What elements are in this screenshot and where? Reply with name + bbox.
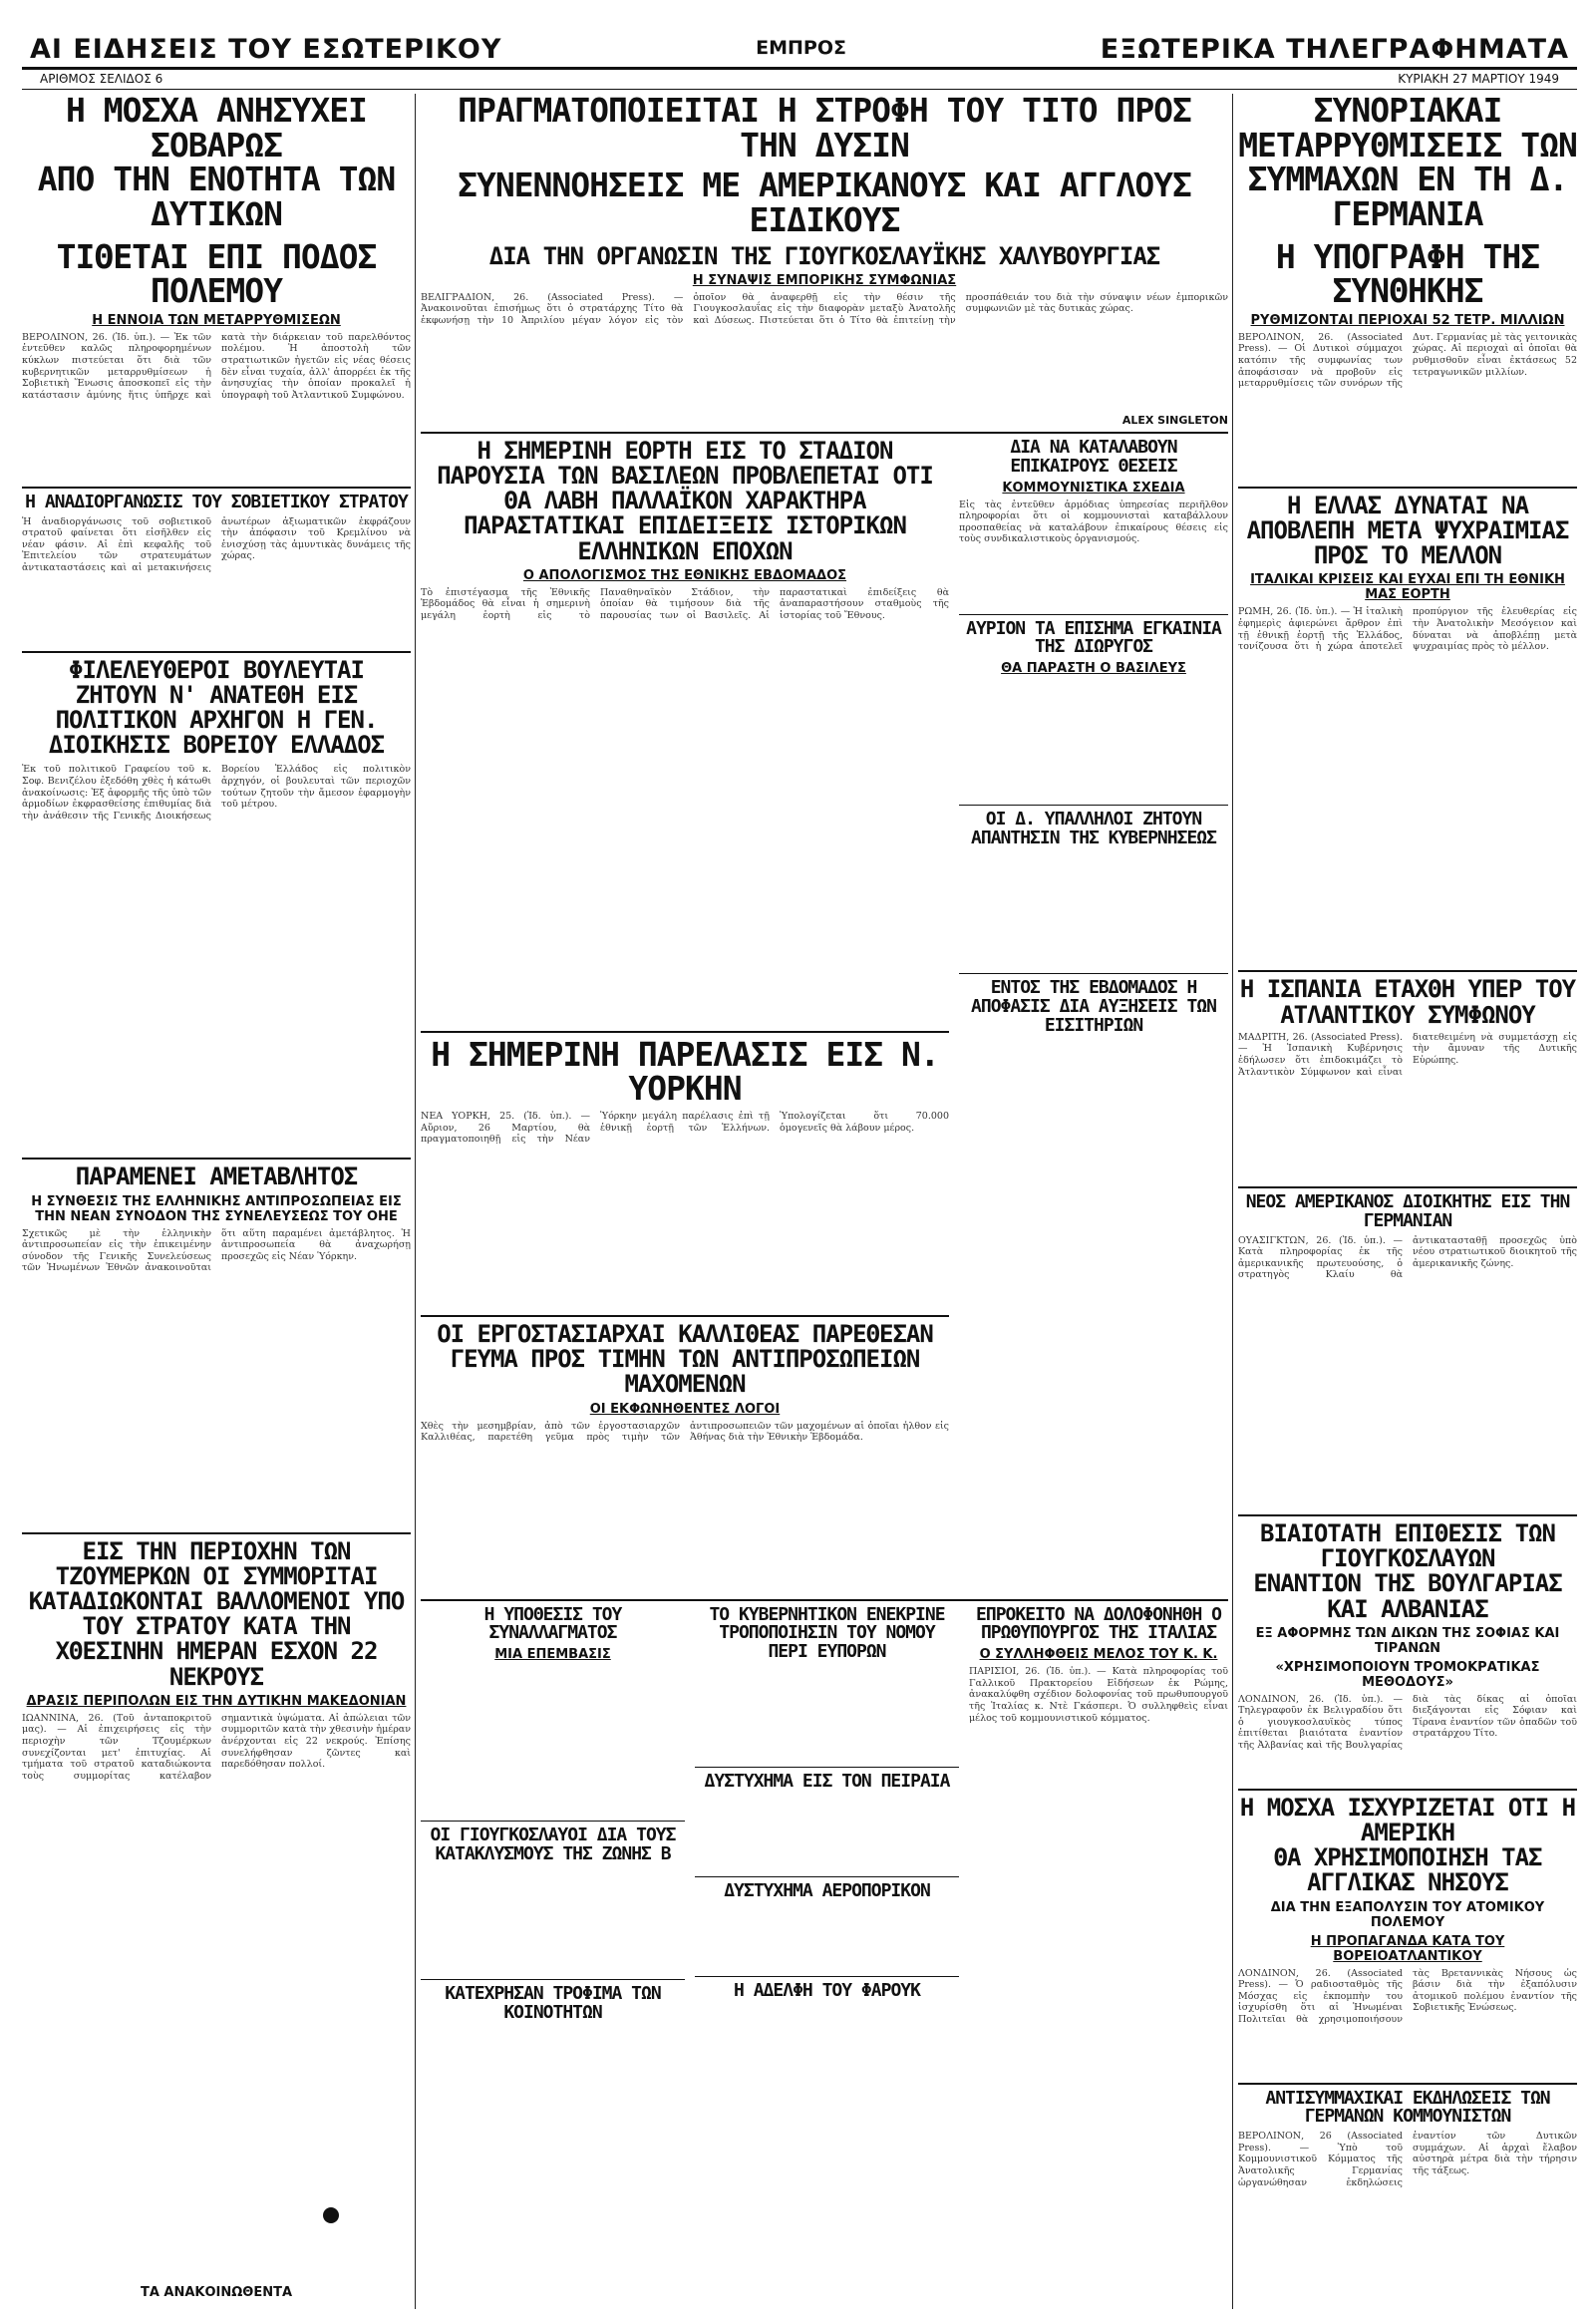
center-bottom-left: [421, 1603, 685, 2023]
divider: [959, 805, 1228, 806]
divider: [695, 1767, 959, 1768]
masthead-subline: [22, 70, 1577, 90]
headline: ΤΟ ΚΥΒΕΡΝΗΤΙΚΟΝ ΕΝΕΚΡΙΝΕ ΤΡΟΠΟΠΟΙΗΣΙΝ ΤΟΥ ΝΟΜΟΥ ΠΕΡΙ ΕΥΠΟΡΩΝ: [709, 1603, 945, 1663]
headline: Η ΕΛΛΑΣ ΔΥΝΑΤΑΙ ΝΑ ΑΠΟΒΛΕΠΗ ΜΕΤΑ ΨΥΧΡΑΙΜΙΑΣ ΠΡΟΣ ΤΟ ΜΕΛΛΟΝ: [1246, 491, 1569, 570]
article-new-us-governor: [1238, 1190, 1577, 1375]
center-bottom: [421, 1603, 1228, 2023]
article-communist-plans: [959, 436, 1228, 609]
article-greece-future: [1238, 491, 1577, 966]
article-body: ΛΟΝΔΙΝΟΝ, 26. (Ἰδ. ὑπ.). — Τηλεγραφοῦν ἐκ Βελιγραδίου ὅτι ὁ γιουγκοσλαυϊκὸς τύπος ἐπιτίθεται βιαιότατα ἐναντίον τῆς Ἀλβανίας καὶ τῆς Βουλγαρίας διὰ τὰς δίκας αἱ ὁποῖαι διεξάγονται εἰς Σόφιαν καὶ Τίρανα ἐναντίον τῶν ὀπαδῶν τοῦ στρατάρχου Τίτο.: [1238, 1693, 1577, 1752]
divider: [1238, 970, 1577, 972]
subheadline: ΚΟΜΜΟΥΝΙΣΤΙΚΑ ΣΧΕΔΙΑ: [1002, 480, 1185, 496]
subheadline: Η ΣΥΝΑΨΙΣ ΕΜΠΟΡΙΚΗΣ ΣΥΜΦΩΝΙΑΣ: [692, 272, 957, 288]
headline: ΔΥΣΤΥΧΗΜΑ ΕΙΣ ΤΟΝ ΠΕΙΡΑΙΑ: [704, 1771, 950, 1793]
divider: [959, 973, 1228, 974]
subheadline: Η ΠΡΟΠΑΓΑΝΔΑ ΚΑΤΑ ΤΟΥ ΒΟΡΕΙΟΑΤΛΑΝΤΙΚΟΥ: [1310, 1933, 1505, 1964]
subheadline: ΙΤΑΛΙΚΑΙ ΚΡΙΣΕΙΣ ΚΑΙ ΕΥΧΑΙ ΕΠΙ ΤΗ ΕΘΝΙΚΗ ΜΑΣ ΕΟΡΤΗ: [1250, 572, 1565, 603]
article-body: ΒΕΡΟΛΙΝΟΝ, 26 (Associated Press). — Ὑπὸ τοῦ Κομμουνιστικοῦ Κόμματος τῆς Ἀνατολικῆς Γερμανίας ὠργανώθησαν ἐκδηλώσεις ἐναντίον τῶν Δυτικῶν συμμάχων. Αἱ ἀρχαὶ ἔλαβον αὐστηρὰ μέτρα διὰ τὴν τήρησιν τῆς τάξεως.: [1238, 2131, 1577, 2188]
article-tito-west: [421, 94, 1228, 427]
subheadline: Ο ΑΠΟΛΟΓΙΣΜΟΣ ΤΗΣ ΕΘΝΙΚΗΣ ΕΒΔΟΜΑΔΟΣ: [522, 567, 847, 583]
newspaper-name: ΕΜΠΡΟΣ: [756, 37, 846, 59]
left-column: [22, 94, 411, 2309]
article-body: ΝΕΑ ΥΟΡΚΗ, 25. (Ἰδ. ὑπ.). — Αὔριον, 26 Μαρτίου, θὰ πραγματοποιηθῇ εἰς τὴν Νέαν Ὑόρκην μεγάλη παρέλασις ἐπὶ τῇ ἐθνικῇ ἑορτῇ τῶν Ἑλλήνων. Ὑπολογίζεται ὅτι 70.000 ὁμογενεῖς θὰ λάβουν μέρος.: [421, 1110, 949, 1146]
headline: Η ΑΔΕΛΦΗ ΤΟΥ ΦΑΡΟΥΚ: [734, 1979, 920, 2001]
subheadline: Η ΣΥΝΘΕΣΙΣ ΤΗΣ ΕΛΛΗΝΙΚΗΣ ΑΝΤΙΠΡΟΣΩΠΕΙΑΣ ΕΙΣ ΤΗΝ ΝΕΑΝ ΣΥΝΟΔΟΝ ΤΗΣ ΣΥΝΕΛΕΥΣΕΩΣ ΤΟΥ ΟΗΕ: [31, 1193, 402, 1224]
divider: [1238, 487, 1577, 489]
article-body: Ἐκ τοῦ πολιτικοῦ Γραφείου τοῦ κ. Σοφ. Βενιζέλου ἐξεδόθη χθὲς ἡ κάτωθι ἀνακοίνωσις: Ἐξ ἀφορμῆς τῆς ὑπὸ τῶν ἁρμοδίων ἐκφρασθείσης ἐπιθυμίας διὰ τὴν ἀνάθεσιν τῆς Γενικῆς Διοικήσεως Βορείου Ἑλλάδος εἰς πολιτικὸν ἀρχηγόν, οἱ βουλευταὶ τῶν περιοχῶν τούτων ζητοῦν τὴν ἄμεσον ἐφαρμογὴν τοῦ μέτρου.: [22, 764, 411, 822]
headline: ΠΡΑΓΜΑΤΟΠΟΙΕΙΤΑΙ Η ΣΤΡΟΦΗ ΤΟΥ ΤΙΤΟ ΠΡΟΣ ΤΗΝ ΔΥΣΙΝ: [458, 94, 1191, 165]
article-body: ΜΑΔΡΙΤΗ, 26. (Associated Press). — Ἡ Ἰσπανικὴ Κυβέρνησις ἐδήλωσεν ὅτι ἐπιδοκιμάζει τὸ Ἀτλαντικὸν Σύμφωνον καὶ εἶναι διατεθειμένη νὰ συμμετάσχῃ εἰς τὴν ἄμυναν τῆς Δυτικῆς Εὐρώπης.: [1238, 1031, 1577, 1078]
center-bottom-mid: [695, 1603, 959, 2023]
headline: ΚΑΤΕΧΡΗΣΑΝ ΤΡΟΦΙΜΑ ΤΩΝ ΚΟΙΝΟΤΗΤΩΝ: [445, 1983, 661, 2023]
columns: [22, 94, 1577, 2309]
masthead: [22, 18, 1577, 70]
article-body: ΡΩΜΗ, 26. (Ἰδ. ὑπ.). — Ἡ ἰταλικὴ ἐφημερὶς ἀφιερώνει ἄρθρον ἐπὶ τῇ ἐθνικῇ ἑορτῇ τῆς Ἑλλάδος, τονίζουσα ὅτι ἡ χώρα ἀποτελεῖ προπύργιον τῆς ἐλευθερίας εἰς τὴν Ἀνατολικὴν Μεσόγειον καὶ δύναται νὰ ἀποβλέπῃ μετὰ ψυχραιμίας πρὸς τὸ μέλλον.: [1238, 606, 1577, 653]
subheadline: ΘΑ ΠΑΡΑΣΤΗ Ο ΒΑΣΙΛΕΥΣ: [1001, 661, 1186, 677]
subheadline: Η ΕΝΝΟΙΑ ΤΩΝ ΜΕΤΑΡΡΥΘΜΙΣΕΩΝ: [92, 312, 341, 328]
article-soviet-army: [22, 491, 411, 646]
column-divider: [415, 94, 416, 2309]
subheadline: ΡΥΘΜΙΖΟΝΤΑΙ ΠΕΡΙΟΧΑΙ 52 ΤΕΤΡ. ΜΙΛΛΙΩΝ: [1250, 312, 1565, 328]
headline: ΕΙΣ ΤΗΝ ΠΕΡΙΟΧΗΝ ΤΩΝ ΤΖΟΥΜΕΡΚΩΝ ΟΙ ΣΥΜΜΟΡΙΤΑΙ ΚΑΤΑΔΙΩΚΟΝΤΑΙ ΒΑΛΛΟΜΕΝΟΙ ΥΠΟ ΤΟΥ ΣΤΡΑΤΟΥ ΚΑΤΑ ΤΗΝ ΧΘΕΣΙΝΗΝ ΗΜΕΡΑΝ ΕΣΧΟΝ 22 ΝΕΚΡΟΥΣ: [28, 1536, 405, 1691]
section-title-domestic: ΑΙ ΕΙΔΗΣΕΙΣ ΤΟΥ ΕΣΩΤΕΡΙΚΟΥ: [30, 34, 502, 65]
headline: Η ΜΟΣΧΑ ΙΣΧΥΡΙΖΕΤΑΙ ΟΤΙ Η ΑΜΕΡΙΚΗ: [1239, 1793, 1576, 1846]
headline: ΟΙ Δ. ΥΠΑΛΛΗΛΟΙ ΖΗΤΟΥΝ ΑΠΑΝΤΗΣΙΝ ΤΗΣ ΚΥΒΕΡΝΗΣΕΩΣ: [971, 809, 1216, 849]
page-number: ΑΡΙΘΜΟΣ ΣΕΛΙΔΟΣ 6: [40, 72, 163, 86]
divider: [421, 432, 1228, 434]
subheadline: ΔΡΑΣΙΣ ΠΕΡΙΠΟΛΩΝ ΕΙΣ ΤΗΝ ΔΥΤΙΚΗΝ ΜΑΚΕΔΟΝΙΑΝ: [26, 1693, 407, 1709]
headline: Η ΜΟΣΧΑ ΑΝΗΣΥΧΕΙ ΣΟΒΑΡΩΣ: [66, 94, 367, 165]
issue-date: ΚΥΡΙΑΚΗ 27 ΜΑΡΤΙΟΥ 1949: [1398, 72, 1559, 86]
wide-block: [1238, 1509, 1577, 2307]
headline: ΝΕΟΣ ΑΜΕΡΙΚΑΝΟΣ ΔΙΟΙΚΗΤΗΣ ΕΙΣ ΤΗΝ ΓΕΡΜΑΝΙΑΝ: [1245, 1190, 1570, 1231]
article-moscow-worry: [22, 94, 411, 482]
article-body: Τὸ ἑπιστέγασμα τῆς Ἐθνικῆς Ἑβδομάδος θὰ εἶναι ἡ σημερινὴ μεγάλη ἑορτὴ εἰς τὸ Παναθηναϊκὸν Στάδιον, τὴν ὁποίαν θὰ τιμήσουν διὰ τῆς παρουσίας των οἱ Βασιλεῖς. Αἱ παραστατικαὶ ἐπιδείξεις θὰ ἀναπαραστήσουν σταθμοὺς τῆς ἱστορίας τοῦ Ἔθνους.: [421, 586, 949, 621]
divider: [22, 651, 411, 653]
headline: ΕΠΡΟΚΕΙΤΟ ΝΑ ΔΟΛΟΦΟΝΗΘΗ Ο ΠΡΩΘΥΠΟΥΡΓΟΣ ΤΗΣ ΙΤΑΛΙΑΣ: [976, 1603, 1221, 1644]
headline: ΟΙ ΕΡΓΟΣΤΑΣΙΑΡΧΑΙ ΚΑΛΛΙΘΕΑΣ ΠΑΡΕΘΕΣΑΝ ΓΕΥΜΑ ΠΡΟΣ ΤΙΜΗΝ ΤΩΝ ΑΝΤΙΠΡΟΣΩΠΕΙΩΝ ΜΑΧΟΜΕΝΩΝ: [437, 1319, 933, 1399]
divider: [421, 1315, 949, 1317]
byline: ALEX SINGLETON: [1121, 413, 1228, 427]
headline: ΔΙΑ ΤΗΝ ΟΡΓΑΝΩΣΙΝ ΤΗΣ ΓΙΟΥΓΚΟΣΛΑΥΪΚΗΣ ΧΑΛΥΒΟΥΡΓΙΑΣ: [488, 241, 1160, 270]
divider: [22, 487, 411, 489]
headline: Η ΑΝΑΔΙΟΡΓΑΝΩΣΙΣ ΤΟΥ ΣΟΒΙΕΤΙΚΟΥ ΣΤΡΑΤΟΥ: [25, 491, 408, 512]
divider: [421, 1599, 1228, 1601]
article-kallithea-lunch: [421, 1319, 949, 1590]
headline: ΘΑ ΧΡΗΣΙΜΟΠΟΙΗΣΗ ΤΑΣ ΑΓΓΛΙΚΑΣ ΝΗΣΟΥΣ: [1273, 1843, 1542, 1897]
article-body: Χθὲς τὴν μεσημβρίαν, ἀπὸ τῶν ἐργοστασιαρχῶν Καλλιθέας, παρετέθη γεῦμα πρὸς τιμὴν τῶν ἀντιπροσωπειῶν τῶν μαχομένων αἱ ὁποῖαι ἦλθον εἰς Ἀθήνας διὰ τὴν Ἐθνικὴν Ἑβδομάδα.: [421, 1420, 949, 1444]
headline: ΔΙΑ ΝΑ ΚΑΤΑΛΑΒΟΥΝ ΕΠΙΚΑΙΡΟΥΣ ΘΕΣΕΙΣ: [1010, 436, 1177, 477]
article-body: ΙΩΑΝΝΙΝΑ, 26. (Τοῦ ἀνταποκριτοῦ μας). — Αἱ ἐπιχειρήσεις εἰς τὴν περιοχὴν τῶν Τζουμέρκων συνεχίζονται μετ' ἐπιτυχίας. Αἱ τμήματα τοῦ στρατοῦ καταδιώκοντα τοὺς συμμορίτας κατέλαβον σημαντικὰ ὑψώματα. Αἱ ἀπώλειαι τῶν συμμοριτῶν κατὰ τὴν χθεσινὴν ἡμέραν ἀνέρχονται εἰς 22 νεκρούς. Ἐπίσης συνελήφθησαν ζῶντες καὶ παρεδόθησαν πολλοί.: [22, 1712, 411, 1782]
divider: [1238, 1186, 1577, 1188]
center-lower: [421, 436, 1228, 1594]
headline: ΦΙΛΕΛΕΥΘΕΡΟΙ ΒΟΥΛΕΥΤΑΙ ΖΗΤΟΥΝ Ν' ΑΝΑΤΕΘΗ ΕΙΣ ΠΟΛΙΤΙΚΟΝ ΑΡΧΗΓΟΝ Η ΓΕΝ. ΔΙΟΙΚΗΣΙΣ ΒΟΡΕΙΟΥ ΕΛΛΑΔΟΣ: [48, 655, 385, 760]
divider: [1238, 2083, 1577, 2085]
divider: [421, 1979, 685, 1980]
center-column: [421, 94, 1228, 2309]
subheadline: ΤΑ ΑΝΑΚΟΙΝΩΘΕΝΤΑ: [140, 2284, 293, 2300]
headline: ΑΥΡΙΟΝ ΤΑ ΕΠΙΣΗΜΑ ΕΓΚΑΙΝΙΑ ΤΗΣ ΔΙΩΡΥΓΟΣ: [966, 617, 1221, 658]
article-body: ΒΕΡΟΛΙΝΟΝ, 26. (Associated Press). — Οἱ Δυτικοὶ σύμμαχοι κατόπιν τῆς συμφωνίας των ἀποφάσισαν νὰ προβοῦν εἰς μεταρρυθμίσεις τῶν συνόρων τῆς Δυτ. Γερμανίας μὲ τὰς γειτονικὰς χώρας. Αἱ περιοχαὶ αἱ ὁποῖαι θὰ ρυθμισθοῦν εἶναι ἐκτάσεως 52 τετραγωνικῶν μιλλίων.: [1238, 331, 1577, 390]
subheadline: ΔΙΑ ΤΗΝ ΕΞΑΠΟΛΥΣΙΝ ΤΟΥ ΑΤΟΜΙΚΟΥ ΠΟΛΕΜΟΥ: [1270, 1899, 1545, 1930]
article-body-placeholder: [959, 1036, 1228, 1156]
subheadline: Ο ΣΥΛΛΗΦΘΕΙΣ ΜΕΛΟΣ ΤΟΥ Κ. Κ.: [979, 1647, 1218, 1663]
headline: ΑΝΤΙΣΥΜΜΑΧΙΚΑΙ ΕΚΔΗΛΩΣΕΙΣ ΤΩΝ ΓΕΡΜΑΝΩΝ ΚΟΜΜΟΥΝΙΣΤΩΝ: [1265, 2087, 1550, 2128]
article-body-placeholder: [421, 1666, 685, 1816]
divider: [421, 1821, 685, 1822]
section-title-foreign: ΕΞΩΤΕΡΙΚΑ ΤΗΛΕΓΡΑΦΗΜΑΤΑ: [1100, 34, 1569, 65]
article-body-placeholder: [959, 680, 1228, 800]
article-body: Σχετικῶς μὲ τὴν ἑλληνικὴν ἀντιπροσωπείαν εἰς τὴν ἐπικειμένην σύνοδον τῆς Γενικῆς Συνελεύσεως τῶν Ἡνωμένων Ἐθνῶν ἀνακοινοῦται ὅτι αὕτη παραμένει ἀμετάβλητος. Ἡ ἀντιπροσωπεία θὰ ἀναχωρήσῃ προσεχῶς εἰς Νέαν Ὑόρκην.: [22, 1227, 411, 1274]
column-divider: [1232, 94, 1233, 2309]
article-body: ΒΕΡΟΛΙΝΟΝ, 26. (Ἰδ. ὑπ.). — Ἐκ τῶν ἐντεῦθεν καλῶς πληροφορημένων κύκλων πιστεύεται ὅτι διὰ τῶν κυβερνητικῶν μεταρρυθμίσεων ἡ Σοβιετικὴ Ἕνωσις ἀποσκοπεῖ εἰς τὴν κατάστασιν ἀμύνης ἥτις ὑπῆρχε καὶ κατὰ τὴν διάρκειαν τοῦ παρελθόντος πολέμου. Ἡ ἀποστολὴ τῶν στρατιωτικῶν ἡγετῶν εἰς νέας θέσεις δὲν εἶναι τυχαία, ἀλλ' ἀπορρέει ἐκ τῆς ἀνησυχίας τὴν ὁποίαν προκαλεῖ ἡ ὑπογραφὴ τοῦ Ἀτλαντικοῦ Συμφώνου.: [22, 331, 411, 401]
headline: ΟΙ ΓΙΟΥΓΚΟΣΛΑΥΟΙ ΔΙΑ ΤΟΥΣ ΚΑΤΑΚΛΥΣΜΟΥΣ ΤΗΣ ΖΩΝΗΣ Β: [430, 1825, 676, 1865]
subheadline: ΕΞ ΑΦΟΡΜΗΣ ΤΩΝ ΔΙΚΩΝ ΤΗΣ ΣΟΦΙΑΣ ΚΑΙ ΤΙΡΑΝΩΝ: [1255, 1625, 1560, 1656]
divider: [22, 1532, 411, 1534]
headline: ΣΥΝΟΡΙΑΚΑΙ ΜΕΤΑΡΡΥΘΜΙΣΕΙΣ ΤΩΝ ΣΥΜΜΑΧΩΝ ΕΝ ΤΗ Δ. ΓΕΡΜΑΝΙΑ: [1238, 94, 1577, 233]
divider: [695, 1976, 959, 1977]
article-body: Ἡ ἀναδιοργάνωσις τοῦ σοβιετικοῦ στρατοῦ φαίνεται ὅτι εἰσῆλθεν εἰς νέαν φάσιν. Αἱ ἐπὶ κεφαλῆς τοῦ Ἐπιτελείου τῶν στρατευμάτων ἀντικαταστάσεις καὶ αἱ μετακινήσεις ἀνωτέρων ἀξιωματικῶν ἐκφράζουν τὴν ἀπόφασιν τοῦ Κρεμλίνου νὰ ἐνισχύσῃ τὰς ἀμυντικὰς δυνάμεις τῆς χώρας.: [22, 515, 411, 574]
article-body-placeholder: [695, 1792, 959, 1871]
headline: Η ΥΠΟΘΕΣΙΣ ΤΟΥ ΣΥΝΑΛΛΑΓΜΑΤΟΣ: [483, 1603, 622, 1644]
ink-blot: [323, 2207, 339, 2223]
center-bottom-right: [969, 1603, 1228, 2023]
article-un-delegation: [22, 1164, 411, 1526]
article-border-reforms: [1238, 94, 1577, 482]
subheadline: ΟΙ ΕΚΦΩΝΗΘΕΝΤΕΣ ΛΟΓΟΙ: [589, 1401, 781, 1417]
headline: ΕΝΑΝΤΙΟΝ ΤΗΣ ΒΟΥΛΓΑΡΙΑΣ ΚΑΙ ΑΛΒΑΝΙΑΣ: [1253, 1569, 1562, 1623]
center-right-block: [959, 436, 1228, 1594]
article-body-placeholder: [959, 848, 1228, 968]
subheadline: «ΧΡΗΣΙΜΟΠΟΙΟΥΝ ΤΡΟΜΟΚΡΑΤΙΚΑΣ ΜΕΘΟΔΟΥΣ»: [1275, 1659, 1540, 1690]
article-body: Εἰς τὰς ἐντεῦθεν ἀρμόδιας ὑπηρεσίας περιῆλθον πληροφορίαι ὅτι οἱ κομμουνισταὶ καταβάλλουν προσπαθείας νὰ καταλάβουν ἐπικαίρους θέσεις εἰς τοὺς συνδικαλιστικοὺς ὀργανισμούς.: [959, 498, 1228, 545]
article-body-placeholder: [695, 1662, 959, 1762]
divider: [1238, 1789, 1577, 1791]
article-body: ΒΕΛΙΓΡΑΔΙΟΝ, 26. (Associated Press). — Ἀνακοινοῦται ἐπισήμως ὅτι ὁ στρατάρχης Τίτο θὰ ἐκφωνήσῃ τὴν 10 Ἀπριλίου μέγαν λόγον εἰς τὸν ὁποῖον θὰ ἀναφερθῇ εἰς τὴν θέσιν τῆς Γιουγκοσλαυΐας εἰς τὴν διαφορὰν μεταξὺ Ἀνατολῆς καὶ Δύσεως. Πιστεύεται ὅτι ὁ Τίτο θὰ ἐπιτείνῃ τὴν προσπάθειάν του διὰ τὴν σύναψιν νέων ἐμπορικῶν συμφωνιῶν μὲ τὰς δυτικὰς χώρας.: [421, 291, 1228, 326]
divider: [959, 614, 1228, 615]
article-spain-atlantic: [1238, 977, 1577, 1180]
article-ny-parade: [421, 1034, 949, 1310]
headline: Η ΙΣΠΑΝΙΑ ΕΤΑΧΘΗ ΥΠΕΡ ΤΟΥ ΑΤΛΑΝΤΙΚΟΥ ΣΥΜΦΩΝΟΥ: [1239, 975, 1576, 1029]
newspaper-page: [22, 18, 1577, 2311]
subheadline: ΜΙΑ ΕΠΕΜΒΑΣΙΣ: [494, 1647, 611, 1663]
headline: ΤΙΘΕΤΑΙ ΕΠΙ ΠΟΔΟΣ ΠΟΛΕΜΟΥ: [56, 236, 377, 311]
headline: Η ΥΠΟΓΡΑΦΗ ΤΗΣ ΣΥΝΘΗΚΗΣ: [1275, 236, 1540, 311]
headline: ΠΑΡΑΜΕΝΕΙ ΑΜΕΤΑΒΛΗΤΟΣ: [75, 1162, 358, 1191]
article-liberal-mps: [22, 655, 411, 1154]
headline: ΣΥΝΕΝΝΟΗΣΕΙΣ ΜΕ ΑΜΕΡΙΚΑΝΟΥΣ ΚΑΙ ΑΓΓΛΟΥΣ ΕΙΔΙΚΟΥΣ: [458, 166, 1191, 239]
divider: [695, 1876, 959, 1877]
headline: Η ΣΗΜΕΡΙΝΗ ΕΟΡΤΗ ΕΙΣ ΤΟ ΣΤΑΔΙΟΝ ΠΑΡΟΥΣΙΑ ΤΩΝ ΒΑΣΙΛΕΩΝ ΠΡΟΒΛΕΠΕΤΑΙ ΟΤΙ ΘΑ ΛΑΒΗ ΠΑΛΛΑΪΚΟΝ ΧΑΡΑΚΤΗΡΑ ΠΑΡΑΣΤΑΤΙΚΑΙ ΕΠΙΔΕΙΞΕΙΣ ΙΣΤΟΡΙΚΩΝ ΕΛΛΗΝΙΚΩΝ ΕΠΟΧΩΝ: [437, 436, 933, 565]
headline: ΕΝΤΟΣ ΤΗΣ ΕΒΔΟΜΑΔΟΣ Η ΑΠΟΦΑΣΙΣ ΔΙΑ ΑΥΞΗΣΕΙΣ ΤΩΝ ΕΙΣΙΤΗΡΙΩΝ: [971, 977, 1216, 1036]
headline: ΔΥΣΤΥΧΗΜΑ ΑΕΡΟΠΟΡΙΚΟΝ: [724, 1880, 930, 1902]
article-tzoumerka: [22, 1536, 411, 2300]
divider: [421, 1031, 949, 1033]
headline: ΒΙΑΙΟΤΑΤΗ ΕΠΙΘΕΣΙΣ ΤΩΝ ΓΙΟΥΓΚΟΣΛΑΥΩΝ: [1260, 1519, 1555, 1573]
article-body: ΛΟΝΔΙΝΟΝ, 26. (Associated Press). — Ὁ ραδιοσταθμὸς τῆς Μόσχας εἰς ἐκπομπὴν του ἰσχυρίσθη ὅτι αἱ Ἡνωμέναι Πολιτεῖαι θὰ χρησιμοποιήσουν τὰς Βρεταννικὰς Νήσους ὡς βάσιν διὰ τὴν ἐξαπόλυσιν ἀτομικοῦ πολέμου ἐναντίον τῆς Σοβιετικῆς Ἑνώσεως.: [1238, 1967, 1577, 2025]
headline: ΑΠΟ ΤΗΝ ΕΝΟΤΗΤΑ ΤΩΝ ΔΥΤΙΚΩΝ: [37, 160, 396, 233]
article-body-placeholder: [695, 1901, 959, 1971]
divider: [1238, 1514, 1577, 1516]
article-body: ΟΥΑΣΙΓΚΤΩΝ, 26. (Ἰδ. ὑπ.). — Κατὰ πληροφορίας ἐκ τῆς ἀμερικανικῆς πρωτευούσης, ὁ στρατηγὸς Κλαίυ θὰ ἀντικατασταθῇ προσεχῶς ὑπὸ νέου στρατιωτικοῦ διοικητοῦ τῆς ἀμερικανικῆς ζώνης.: [1238, 1234, 1577, 1281]
center-left-block: [421, 436, 949, 1594]
article-body-placeholder: [421, 1864, 685, 1974]
article-stadium-feast: [421, 436, 949, 1026]
divider: [22, 1158, 411, 1160]
article-body: ΠΑΡΙΣΙΟΙ, 26. (Ἰδ. ὑπ.). — Κατὰ πληροφορίας τοῦ Γαλλικοῦ Πρακτορείου Εἰδήσεων ἐκ Ρώμης, ἀνακαλύφθη σχέδιον δολοφονίας τοῦ πρωθυπουργοῦ τῆς Ἰταλίας κ. Ντὲ Γκάσπερι. Ὁ συλληφθεὶς εἶναι μέλος τοῦ κομμουνιστικοῦ κόμματος.: [969, 1666, 1228, 1724]
headline: Η ΣΗΜΕΡΙΝΗ ΠΑΡΕΛΑΣΙΣ ΕΙΣ Ν. ΥΟΡΚΗΝ: [431, 1034, 939, 1109]
